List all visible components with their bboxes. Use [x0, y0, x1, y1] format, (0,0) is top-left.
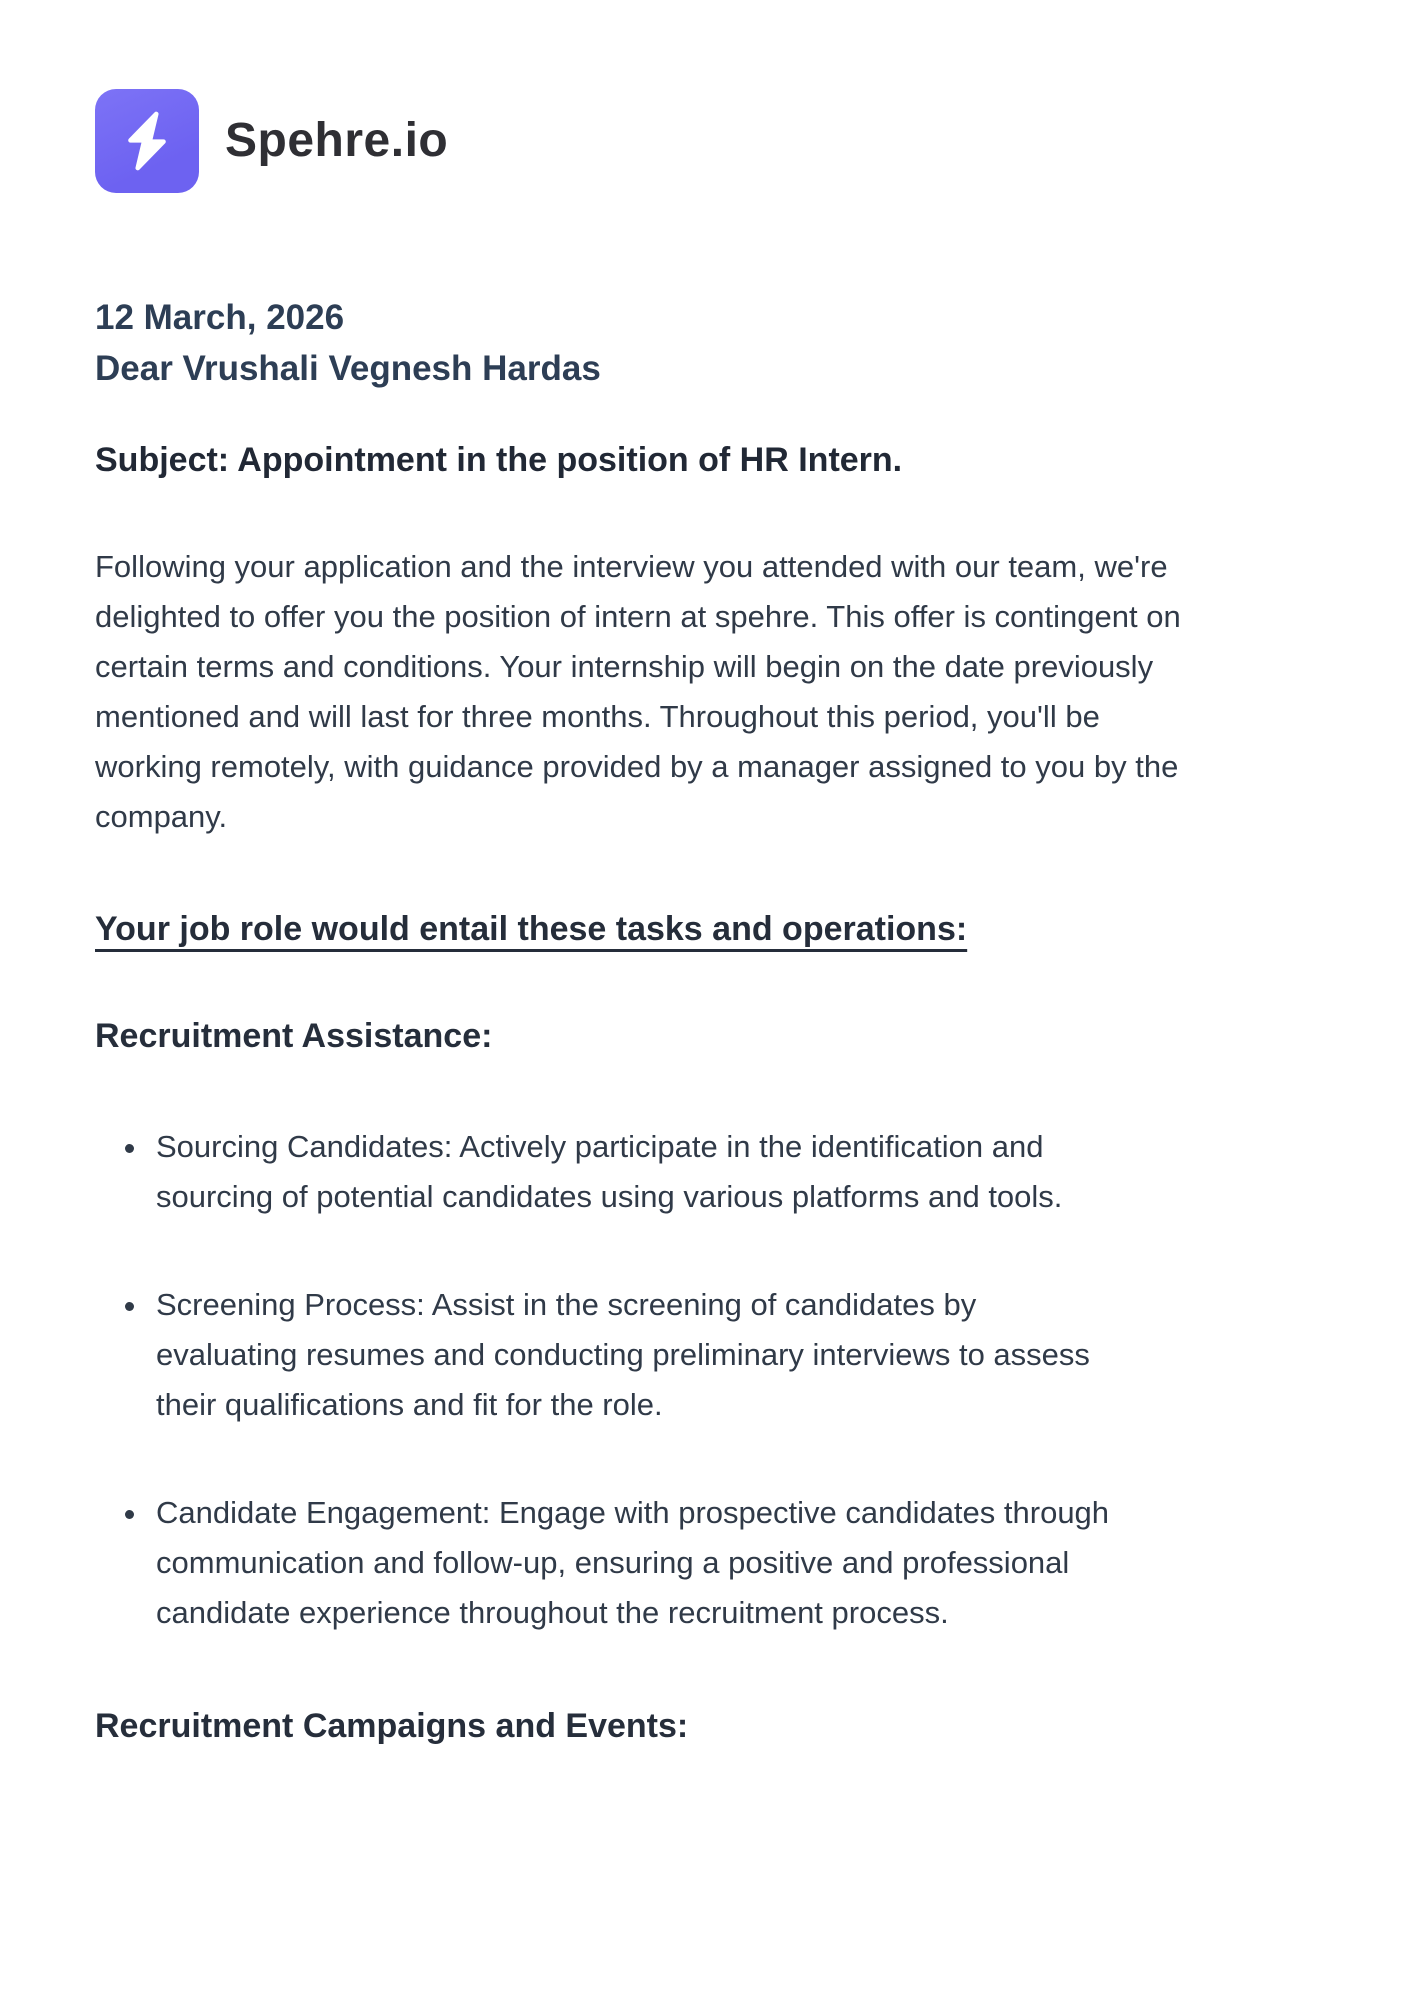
list-item: • Sourcing Candidates: Actively participate in the identification and sourcing of potential candidates using various platforms and tools. [150, 1122, 1121, 1222]
list-item: • Candidate Engagement: Engage with prospective candidates through communication and follow-up, ensuring a positive and professional candidate experience throughout the recruitment process. [150, 1488, 1121, 1638]
letter-subject: Subject: Appointment in the position of HR Intern. [95, 441, 903, 479]
tasks-heading: Your job role would entail these tasks and operations: [95, 910, 968, 948]
section-title-recruitment-campaigns: Recruitment Campaigns and Events: [95, 1707, 689, 1745]
spehre-logo [95, 89, 199, 193]
brand-name: Spehre.io [225, 114, 449, 167]
letter-date: 12 March, 2026 [95, 298, 345, 337]
letter-intro-paragraph: Following your application and the interview you attended with our team, we're delighted to offer you the position of intern at spehre. This offer is contingent on certain terms and conditions. Your internship will begin on the date previously mentioned and will last for three months. Throughout this period, you'll be working remotely, with guidance provided by a manager assigned to you by the company. [95, 549, 1181, 834]
recruitment-assistance-list [95, 1122, 1319, 1638]
section-title-recruitment-assistance: Recruitment Assistance: [95, 1017, 493, 1055]
letter-salutation: Dear Vrushali Vegnesh Hardas [95, 349, 601, 388]
letter-heading-block [95, 292, 1319, 394]
s-bolt-icon [114, 104, 180, 178]
brand-header [95, 88, 1319, 193]
list-item: • Screening Process: Assist in the screening of candidates by evaluating resumes and conducting preliminary interviews to assess their qualifications and fit for the role. [150, 1280, 1121, 1430]
